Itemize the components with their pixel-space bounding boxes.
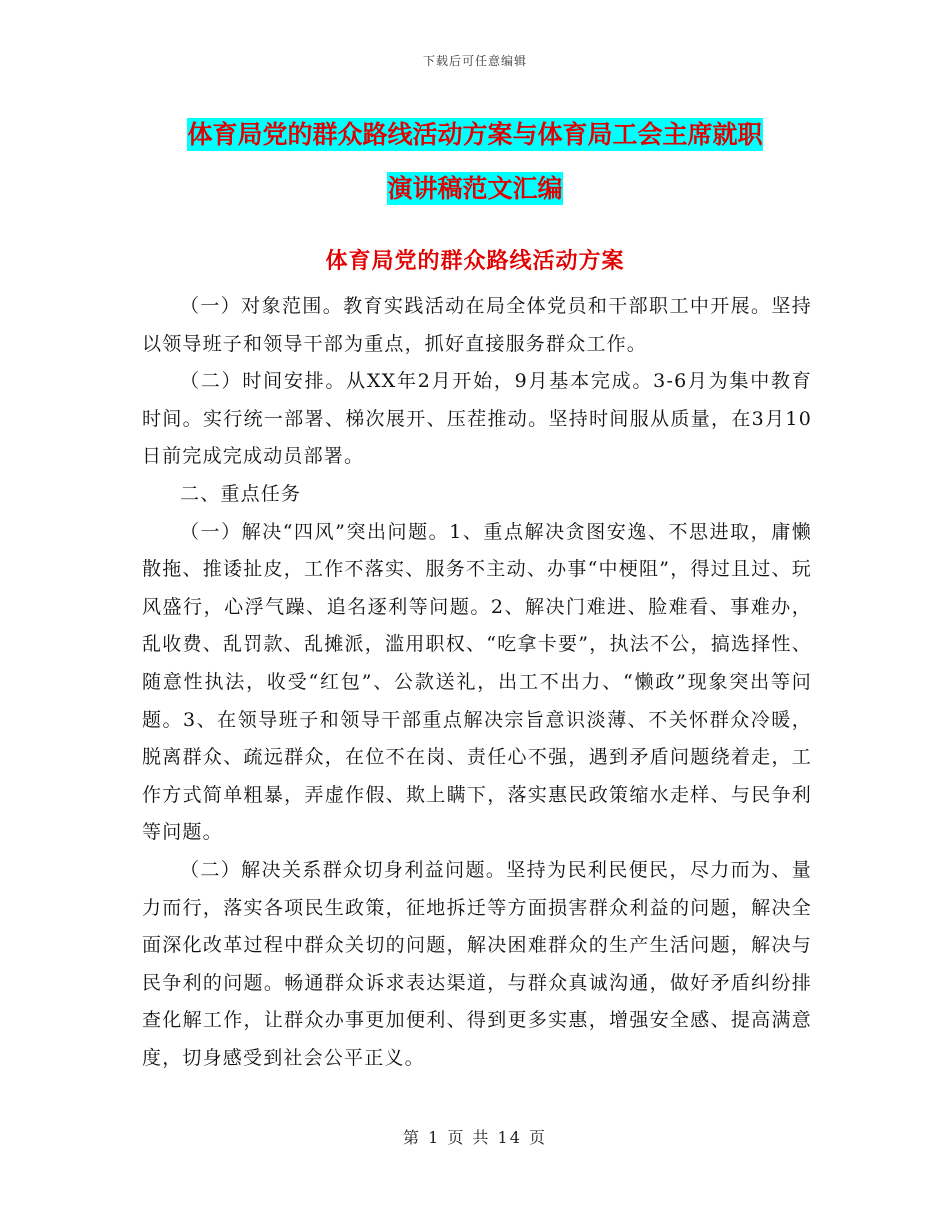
paragraph-key-tasks-heading: 二、重点任务	[180, 482, 302, 505]
paragraph-scope: （一）对象范围。教育实践活动在局全体党员和干部职工中开展。坚持以领导班子和领导干部为重点，抓好直接服务群众工作。	[142, 295, 812, 355]
paragraph-schedule: （二）时间安排。从XX年2月开始，9月基本完成。3-6月为集中教育时间。实行统一部署、梯次展开、压茬推动。坚持时间服从质量，在3月10日前完成完成动员部署。	[142, 370, 812, 468]
page-header-note: 下载后可任意编辑	[422, 54, 527, 68]
paragraph-public-interest: （二）解决关系群众切身利益问题。坚持为民利民便民，尽力而为、量力而行，落实各项民生政策，征地拆迁等方面损害群众利益的问题，解决全面深化改革过程中群众关切的问题，解决困难群众的生产生活问题，解决与民争利的问题。畅通群众诉求表达渠道，与群众真诚沟通，做好矛盾纠纷排查化解工作，让群众办事更加便利、得到更多实惠，增强安全感、提高满意度，切身感受到社会公平正义。	[142, 858, 812, 1069]
document-title-line-2: 演讲稿范文汇编	[387, 174, 563, 203]
document-title	[140, 108, 810, 216]
paragraph-four-winds: （一）解决“四风”突出问题。1、重点解决贪图安逸、不思进取，庸懒散拖、推诿扯皮，工作不落实、服务不主动、办事“中梗阻”，得过且过、玩风盛行，心浮气躁、追名逐利等问题。2、解决门难进、脸难看、事难办，乱收费、乱罚款、乱摊派，滥用职权、“吃拿卡要”，执法不公，搞选择性、随意性执法，收受“红包”、公款送礼，出工不出力、“懒政”现象突出等问题。3、在领导班子和领导干部重点解决宗旨意识淡薄、不关怀群众冷暖，脱离群众、疏远群众，在位不在岗、责任心不强，遇到矛盾问题绕着走，工作方式简单粗暴，弄虚作假、欺上瞒下，落实惠民政策缩水走样、与民争利等问题。	[142, 520, 812, 844]
document-body	[142, 288, 812, 1077]
document-title-line-1: 体育局党的群众路线活动方案与体育局工会主席就职	[187, 120, 763, 149]
section-heading: 体育局党的群众路线活动方案	[325, 249, 625, 274]
page-number: 第 1 页 共 14 页	[403, 1128, 547, 1147]
